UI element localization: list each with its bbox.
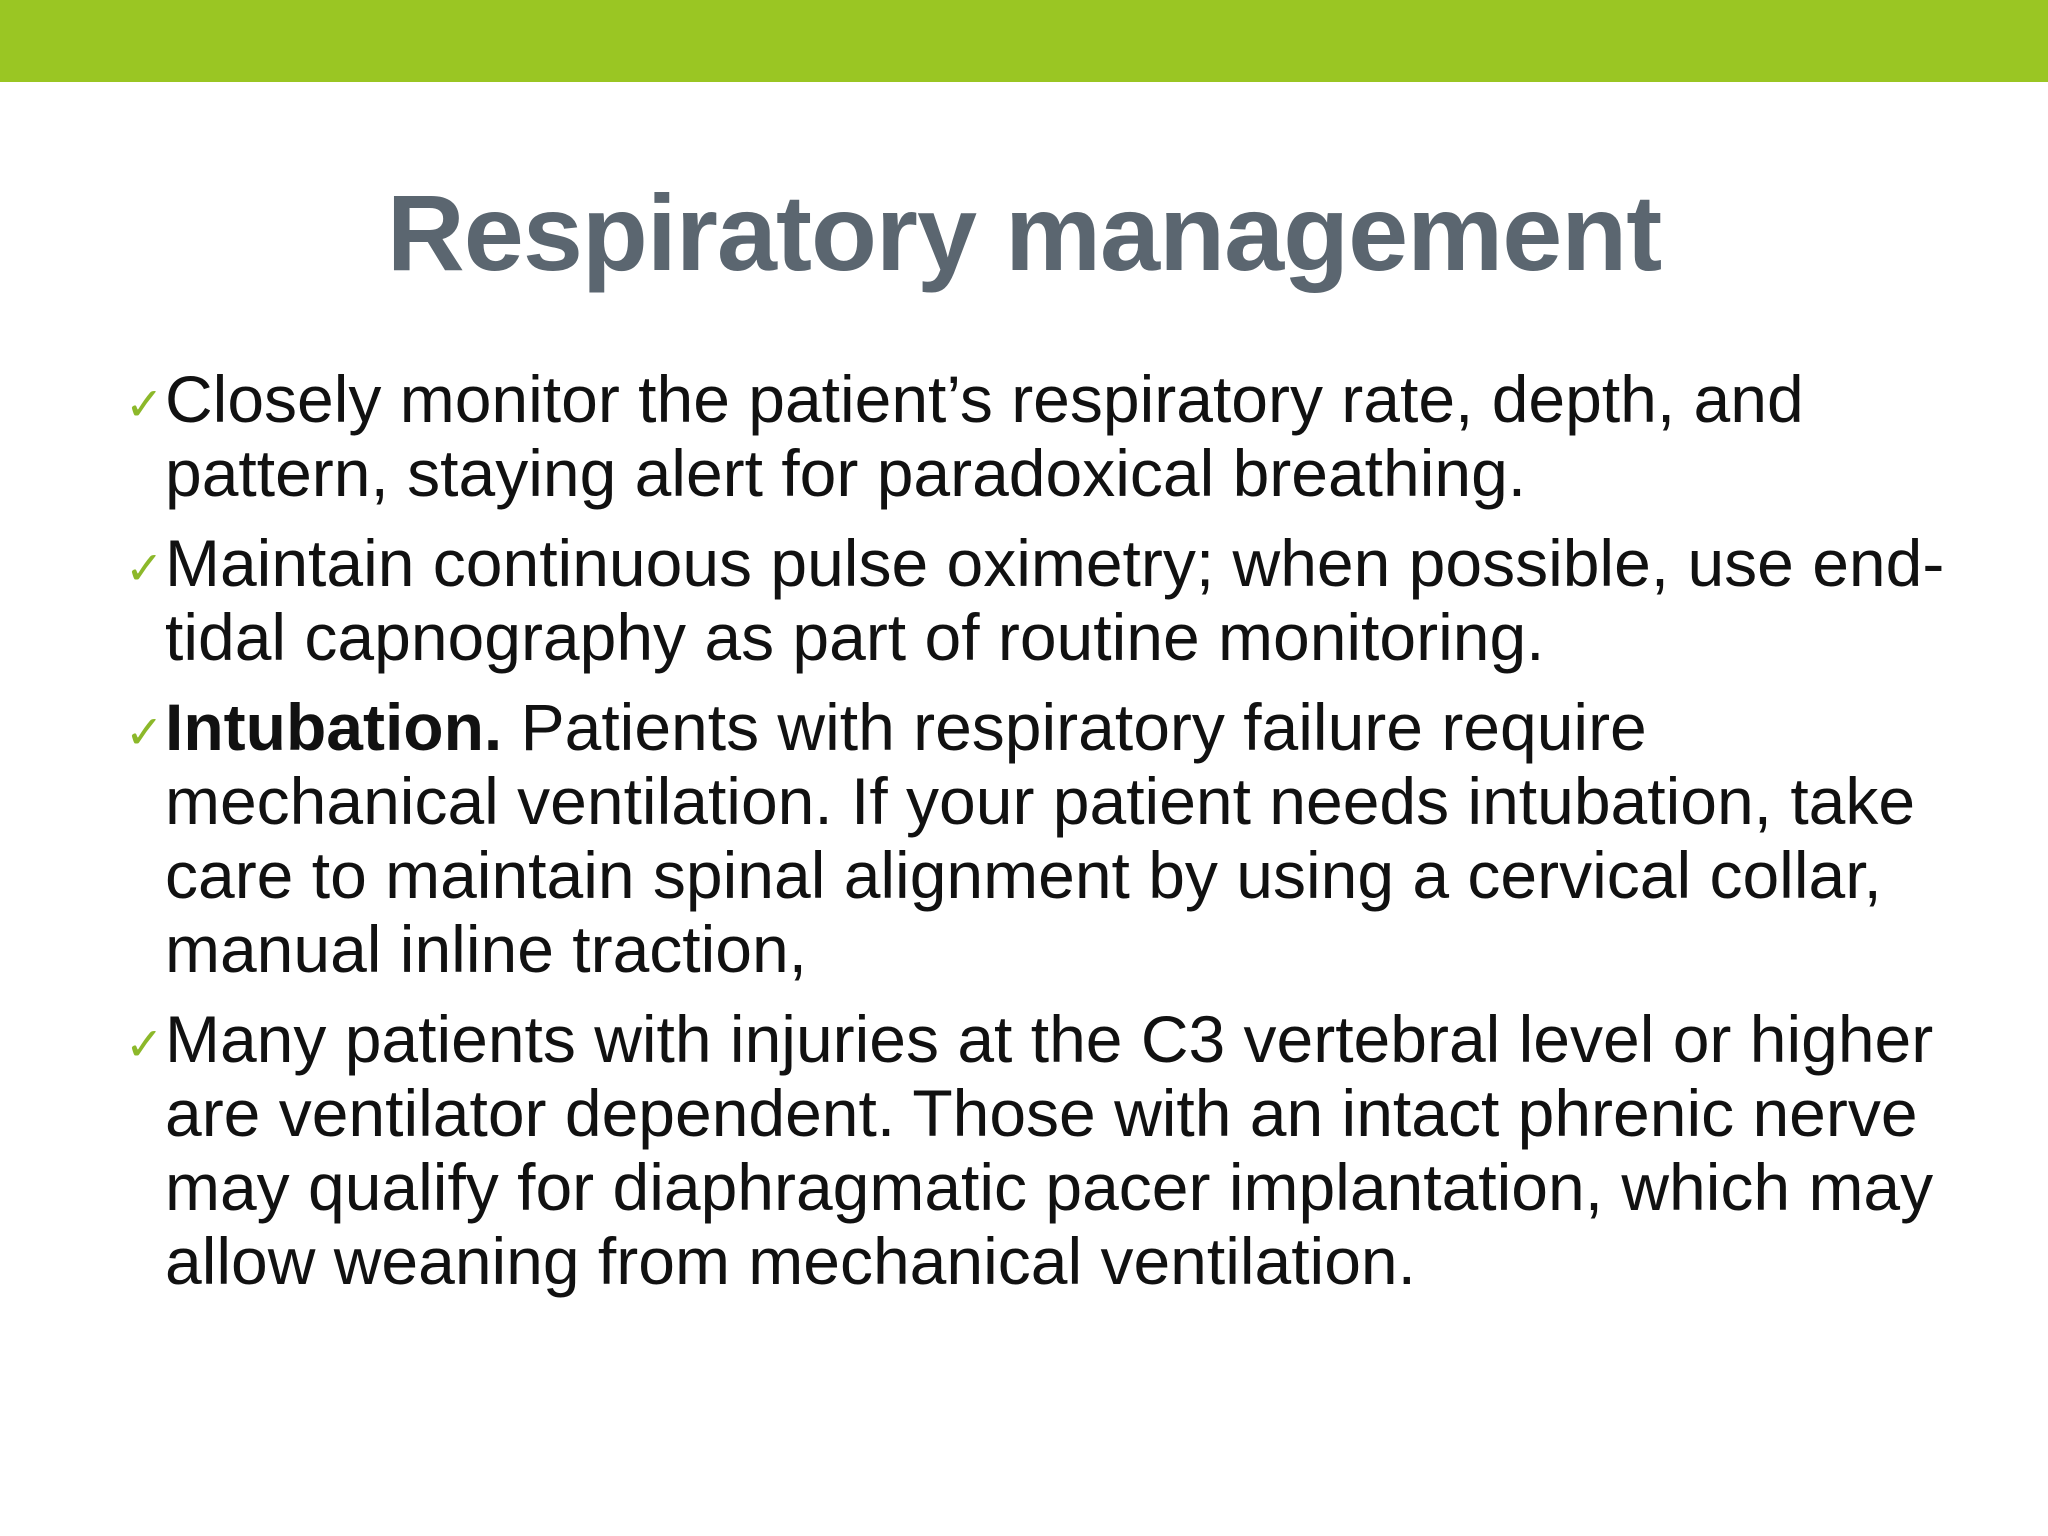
- slide-title: Respiratory management: [386, 172, 1662, 293]
- bullet-list: [125, 362, 1985, 1314]
- bullet-text: [165, 690, 1985, 986]
- checkmark-icon: ✓: [125, 541, 164, 595]
- bullet-lead: Intubation.: [165, 690, 503, 764]
- checkmark-icon: ✓: [125, 1017, 164, 1071]
- bullet-text: [165, 1002, 1985, 1298]
- bullet-item: [125, 526, 1985, 674]
- bullet-text: [165, 526, 1985, 674]
- bullet-body: Many patients with injuries at the C3 vertebral level or higher are ventilator dependent. Those with an intact phrenic nerve may qualify for diaphragmatic pacer implantation, which may allow weaning from mechanical ventilation.: [165, 1002, 1934, 1298]
- bullet-body: Closely monitor the patient’s respiratory rate, depth, and pattern, staying alert for paradoxical breathing.: [165, 362, 1804, 510]
- top-accent-bar: [0, 0, 2048, 82]
- bullet-item: [125, 1002, 1985, 1298]
- bullet-item: [125, 690, 1985, 986]
- bullet-body: Maintain continuous pulse oximetry; when possible, use end-tidal capnography as part of routine monitoring.: [165, 526, 1945, 674]
- bullet-body: Patients with respiratory failure require mechanical ventilation. If your patient needs intubation, take care to maintain spinal alignment by using a cervical collar, manual inline traction,: [165, 690, 1916, 986]
- bullet-text: [165, 362, 1985, 510]
- bullet-item: [125, 362, 1985, 510]
- checkmark-icon: ✓: [125, 377, 164, 431]
- checkmark-icon: ✓: [125, 705, 164, 759]
